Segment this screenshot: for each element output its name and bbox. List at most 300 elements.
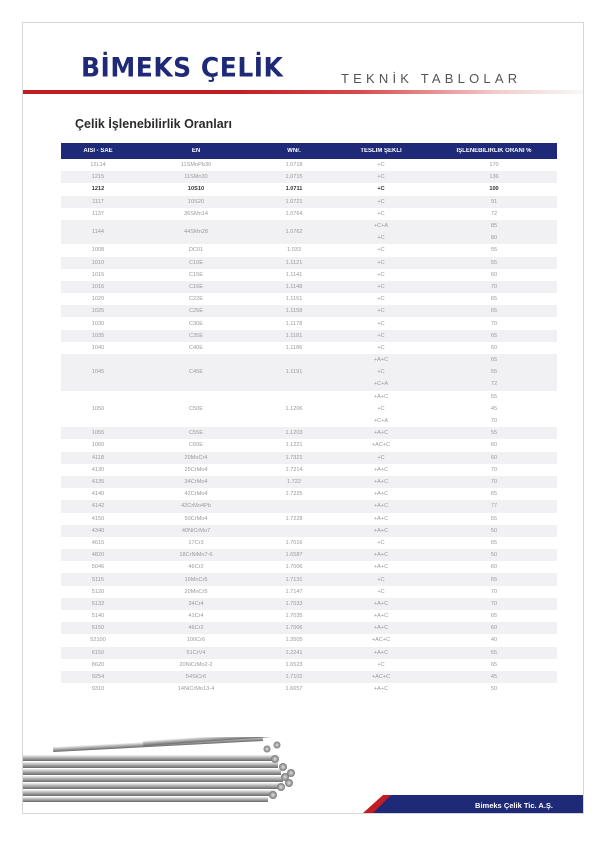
cell-oran xyxy=(431,452,557,464)
cell-teslim xyxy=(331,391,431,428)
cell-aisi: 9254 xyxy=(91,674,105,681)
cell-wnr: 1.1203 xyxy=(285,430,303,437)
teslim-value: +AC+C xyxy=(371,442,391,449)
teslim-value: +A+C xyxy=(373,515,389,522)
cell-wnr: 1.0762 xyxy=(285,229,303,236)
teslim-value: +C xyxy=(377,454,385,461)
table-row xyxy=(61,342,557,354)
cell-oran xyxy=(431,561,557,573)
oran-value: 55 xyxy=(490,649,498,656)
cell-oran xyxy=(431,476,557,488)
cell-aisi: 1055 xyxy=(91,430,105,437)
cell-oran xyxy=(431,573,557,585)
table-row xyxy=(61,573,557,585)
table-row xyxy=(61,269,557,281)
cell-en: 50CrMo4 xyxy=(184,515,208,522)
oran-value: 70 xyxy=(490,588,498,595)
cell-wnr: 1.1191 xyxy=(285,369,303,376)
cell-oran xyxy=(431,683,557,695)
table-row xyxy=(61,220,557,244)
cell-oran xyxy=(431,269,557,281)
table-header xyxy=(61,143,557,159)
table-row xyxy=(61,464,557,476)
cell-wnr: 1.7321 xyxy=(285,454,303,461)
cell-wnr: 1.7033 xyxy=(285,600,303,607)
cell-oran xyxy=(431,171,557,183)
cell-teslim xyxy=(331,330,431,342)
cell-wnr: 1.1141 xyxy=(285,271,303,278)
cell-en: 51CrV4 xyxy=(186,649,206,656)
table-row xyxy=(61,634,557,646)
oran-value: 60 xyxy=(490,271,498,278)
table-row xyxy=(61,513,557,525)
oran-value: 55 xyxy=(490,259,498,266)
teslim-value: +A+C xyxy=(373,491,389,498)
cell-aisi: 1020 xyxy=(91,296,105,303)
teslim-value: +C xyxy=(377,247,385,254)
table-row xyxy=(61,622,557,634)
teslim-value: +C+A xyxy=(373,381,389,388)
teslim-value: +C xyxy=(377,210,385,217)
oran-value: 55 xyxy=(490,369,498,376)
oran-value: 60 xyxy=(490,442,498,449)
cell-en: 14NiCrMo13-4 xyxy=(177,686,215,693)
cell-aisi: 1050 xyxy=(91,405,105,412)
brand-logo: BİMEKS ÇELİK xyxy=(81,52,284,83)
cell-oran xyxy=(431,525,557,537)
table-row xyxy=(61,671,557,683)
cell-wnr: 1.1178 xyxy=(285,320,303,327)
cell-oran xyxy=(431,354,557,391)
cell-wnr: 1.3505 xyxy=(285,637,303,644)
oran-value: 65 xyxy=(490,357,498,364)
cell-oran xyxy=(431,330,557,342)
cell-teslim xyxy=(331,622,431,634)
cell-aisi: 1117 xyxy=(92,198,104,205)
cell-aisi: 6150 xyxy=(91,649,105,656)
teslim-value: +C xyxy=(377,588,385,595)
cell-wnr: 1.0764 xyxy=(285,210,303,217)
cell-oran xyxy=(431,634,557,646)
teslim-value: +C xyxy=(377,174,385,181)
cell-wnr: 1.722 xyxy=(287,479,301,486)
cell-aisi: 4142 xyxy=(91,503,105,510)
cell-en: 42CrMo4Pb xyxy=(181,503,211,510)
cell-en: 44SMn28 xyxy=(184,229,208,236)
footer-company: Bimeks Çelik Tic. A.Ş. xyxy=(475,801,553,810)
machinability-table xyxy=(61,143,557,695)
cell-teslim xyxy=(331,208,431,220)
cell-aisi: 5132 xyxy=(91,600,105,607)
cell-en: 41Cr4 xyxy=(188,613,204,620)
oran-value: 70 xyxy=(490,600,498,607)
header-divider xyxy=(23,90,583,94)
cell-teslim xyxy=(331,293,431,305)
col-header-teslim: TESLİM ŞEKLİ xyxy=(360,148,402,154)
teslim-value: +C xyxy=(377,259,385,266)
cell-oran xyxy=(431,317,557,329)
oran-value: 60 xyxy=(490,344,498,351)
cell-oran xyxy=(431,305,557,317)
col-header-aisi: AISI - SAE xyxy=(83,148,113,154)
oran-value: 60 xyxy=(490,454,498,461)
teslim-value: +C xyxy=(377,296,385,303)
cell-oran xyxy=(431,464,557,476)
teslim-value: +A+C xyxy=(373,613,389,620)
table-row xyxy=(61,183,557,195)
footer-area xyxy=(23,737,583,813)
cell-wnr: 1.1206 xyxy=(285,405,303,412)
cell-teslim xyxy=(331,159,431,171)
cell-aisi: 1045 xyxy=(91,369,105,376)
cell-aisi: 4820 xyxy=(91,552,105,559)
teslim-value: +C+A xyxy=(373,223,389,230)
cell-aisi: 1025 xyxy=(91,308,105,315)
cell-teslim xyxy=(331,500,431,512)
cell-teslim xyxy=(331,244,431,256)
cell-en: 46Cr2 xyxy=(188,564,204,571)
teslim-value: +A+C xyxy=(373,564,389,571)
cell-teslim xyxy=(331,525,431,537)
oran-value: 80 xyxy=(490,235,498,242)
cell-teslim xyxy=(331,488,431,500)
cell-wnr: 1.1151 xyxy=(285,296,303,303)
table-row xyxy=(61,159,557,171)
cell-wnr: 1.6657 xyxy=(285,686,303,693)
table-row xyxy=(61,549,557,561)
cell-en: 40NiCrMo7 xyxy=(181,527,211,534)
teslim-value: +C xyxy=(377,369,385,376)
cell-wnr: 1.7006 xyxy=(285,625,303,632)
cell-en: 54SiCr6 xyxy=(185,674,207,681)
oran-value: 65 xyxy=(490,539,498,546)
cell-oran xyxy=(431,257,557,269)
cell-aisi: 5046 xyxy=(91,564,105,571)
teslim-value: +C+A xyxy=(373,418,389,425)
catalog-page xyxy=(22,22,584,814)
cell-wnr: 1.7006 xyxy=(285,564,303,571)
cell-oran xyxy=(431,159,557,171)
teslim-value: +A+C xyxy=(373,503,389,510)
cell-oran xyxy=(431,342,557,354)
cell-aisi: 1016 xyxy=(91,283,105,290)
oran-value: 65 xyxy=(490,308,498,315)
cell-aisi: 4150 xyxy=(91,515,105,522)
cell-teslim xyxy=(331,586,431,598)
cell-en: 16MnCr5 xyxy=(184,576,208,583)
cell-oran xyxy=(431,549,557,561)
cell-teslim xyxy=(331,610,431,622)
oran-value: 136 xyxy=(489,174,499,181)
table-row xyxy=(61,598,557,610)
cell-aisi: 5140 xyxy=(91,613,105,620)
cell-wnr: 1.7228 xyxy=(285,515,303,522)
cell-en: C45E xyxy=(189,369,203,376)
cell-aisi: 5150 xyxy=(91,625,105,632)
oran-value: 50 xyxy=(490,527,498,534)
steel-bars-image xyxy=(23,737,323,813)
cell-teslim xyxy=(331,634,431,646)
oran-value: 70 xyxy=(490,466,498,473)
teslim-value: +AC+C xyxy=(371,637,391,644)
teslim-value: +C xyxy=(377,198,385,205)
oran-value: 55 xyxy=(490,515,498,522)
oran-value: 170 xyxy=(489,162,499,169)
cell-en: C40E xyxy=(189,344,203,351)
table-row xyxy=(61,683,557,695)
teslim-value: +A+C xyxy=(373,600,389,607)
cell-en: C50E xyxy=(189,405,203,412)
teslim-value: +C xyxy=(377,271,385,278)
cell-wnr: 1.1181 xyxy=(285,332,303,339)
cell-teslim xyxy=(331,257,431,269)
cell-teslim xyxy=(331,683,431,695)
oran-value: 65 xyxy=(490,613,498,620)
cell-oran xyxy=(431,622,557,634)
cell-oran xyxy=(431,488,557,500)
cell-en: 20MnCr5 xyxy=(184,588,208,595)
oran-value: 72 xyxy=(490,210,498,217)
cell-aisi: 1144 xyxy=(91,229,105,236)
cell-en: 18CrNiMo7-6 xyxy=(179,552,213,559)
cell-teslim xyxy=(331,281,431,293)
teslim-value: +A+C xyxy=(373,393,389,400)
cell-wnr: 1.7035 xyxy=(285,613,303,620)
table-row xyxy=(61,488,557,500)
cell-teslim xyxy=(331,354,431,391)
cell-wnr: 1.7214 xyxy=(285,466,303,473)
cell-aisi: 12L14 xyxy=(90,162,106,169)
cell-teslim xyxy=(331,671,431,683)
cell-en: 36SMn14 xyxy=(184,210,208,217)
cell-wnr: 1.0711 xyxy=(285,186,303,193)
cell-wnr: 1.1158 xyxy=(285,308,303,315)
teslim-value: +C xyxy=(377,405,385,412)
oran-value: 65 xyxy=(490,332,498,339)
oran-value: 55 xyxy=(490,393,498,400)
cell-teslim xyxy=(331,439,431,451)
teslim-value: +A+C xyxy=(373,357,389,364)
cell-wnr: 1.6523 xyxy=(285,661,303,668)
cell-teslim xyxy=(331,549,431,561)
cell-aisi: 1040 xyxy=(91,344,105,351)
cell-aisi: 4135 xyxy=(91,479,105,486)
cell-teslim xyxy=(331,537,431,549)
cell-oran xyxy=(431,208,557,220)
cell-wnr xyxy=(257,500,331,512)
table-row xyxy=(61,196,557,208)
cell-en: 10S20 xyxy=(187,198,205,205)
cell-en: 46Cr2 xyxy=(188,625,204,632)
table-row xyxy=(61,330,557,342)
cell-en: 34CrMo4 xyxy=(184,479,208,486)
cell-teslim xyxy=(331,171,431,183)
cell-teslim xyxy=(331,513,431,525)
cell-oran xyxy=(431,647,557,659)
cell-wnr: 1.1148 xyxy=(285,283,303,290)
cell-aisi: 1060 xyxy=(91,442,105,449)
teslim-value: +A+C xyxy=(373,625,389,632)
table-row xyxy=(61,586,557,598)
teslim-value: +C xyxy=(377,283,385,290)
cell-aisi: 4118 xyxy=(91,454,105,461)
cell-aisi: 1030 xyxy=(91,320,105,327)
cell-oran xyxy=(431,183,557,195)
cell-oran xyxy=(431,500,557,512)
cell-aisi: 1035 xyxy=(91,332,105,339)
cell-en: DC01 xyxy=(188,247,204,254)
oran-value: 45 xyxy=(490,674,498,681)
oran-value: 65 xyxy=(490,661,498,668)
cell-en: 34Cr4 xyxy=(188,600,204,607)
cell-oran xyxy=(431,513,557,525)
oran-value: 70 xyxy=(490,418,498,425)
cell-wnr: 1.7016 xyxy=(285,539,303,546)
cell-teslim xyxy=(331,317,431,329)
cell-wnr: 1.1221 xyxy=(285,442,303,449)
cell-aisi: 5115 xyxy=(91,576,105,583)
oran-value: 45 xyxy=(490,405,498,412)
oran-value: 40 xyxy=(490,637,498,644)
cell-aisi: 8620 xyxy=(91,661,105,668)
page-subtitle: TEKNİK TABLOLAR xyxy=(341,71,522,86)
teslim-value: +A+C xyxy=(373,649,389,656)
cell-en: 25CrMo4 xyxy=(184,466,208,473)
cell-aisi: 1010 xyxy=(91,259,105,266)
cell-wnr: 1.7147 xyxy=(285,588,303,595)
cell-oran xyxy=(431,196,557,208)
table-body xyxy=(61,159,557,695)
cell-teslim xyxy=(331,464,431,476)
table-row xyxy=(61,208,557,220)
cell-wnr: 1.0715 xyxy=(285,174,303,181)
col-header-oran: İŞLENEBİLİRLİK ORANI % xyxy=(456,148,532,154)
col-header-en: EN xyxy=(191,148,201,154)
teslim-value: +AC+C xyxy=(371,674,391,681)
cell-en: C22E xyxy=(189,296,203,303)
oran-value: 85 xyxy=(490,223,498,230)
table-row xyxy=(61,244,557,256)
cell-oran xyxy=(431,610,557,622)
table-row xyxy=(61,647,557,659)
teslim-value: +A+C xyxy=(373,466,389,473)
cell-wnr: 1.1186 xyxy=(285,344,303,351)
cell-teslim xyxy=(331,573,431,585)
teslim-value: +C xyxy=(377,308,385,315)
cell-aisi: 4340 xyxy=(91,527,105,534)
cell-oran xyxy=(431,598,557,610)
teslim-value: +C xyxy=(377,162,385,169)
cell-teslim xyxy=(331,476,431,488)
teslim-value: +C xyxy=(377,235,385,242)
cell-oran xyxy=(431,586,557,598)
teslim-value: +A+C xyxy=(373,686,389,693)
oran-value: 60 xyxy=(490,625,498,632)
teslim-value: +C xyxy=(377,539,385,546)
oran-value: 70 xyxy=(490,320,498,327)
cell-teslim xyxy=(331,183,431,195)
oran-value: 100 xyxy=(489,186,499,193)
cell-en: C30E xyxy=(189,320,203,327)
cell-teslim xyxy=(331,196,431,208)
cell-teslim xyxy=(331,427,431,439)
teslim-value: +C xyxy=(377,320,385,327)
teslim-value: +A+C xyxy=(373,552,389,559)
cell-en: C15E xyxy=(189,271,203,278)
cell-teslim xyxy=(331,659,431,671)
teslim-value: +C xyxy=(377,344,385,351)
teslim-value: +A+C xyxy=(373,527,389,534)
table-row xyxy=(61,427,557,439)
oran-value: 65 xyxy=(490,576,498,583)
oran-value: 65 xyxy=(490,491,498,498)
cell-aisi: 9310 xyxy=(91,686,105,693)
table-row xyxy=(61,305,557,317)
cell-en: 10S10 xyxy=(187,186,205,193)
cell-en: 11SMn30 xyxy=(184,174,208,181)
oran-value: 91 xyxy=(490,198,498,205)
teslim-value: +C xyxy=(377,661,385,668)
cell-en: C35E xyxy=(189,332,203,339)
cell-teslim xyxy=(331,342,431,354)
oran-value: 70 xyxy=(490,479,498,486)
cell-en: C55E xyxy=(189,430,203,437)
cell-teslim xyxy=(331,452,431,464)
cell-wnr: 1.2241 xyxy=(285,649,303,656)
teslim-value: +A+C xyxy=(373,430,389,437)
cell-aisi: 52100 xyxy=(90,637,106,644)
teslim-value: +A+C xyxy=(373,479,389,486)
oran-value: 55 xyxy=(490,430,498,437)
col-header-wnr: WNr. xyxy=(287,148,301,154)
table-row xyxy=(61,500,557,512)
cell-aisi: 4130 xyxy=(91,466,105,473)
table-row xyxy=(61,171,557,183)
cell-oran xyxy=(431,244,557,256)
cell-wnr: 1.7102 xyxy=(285,674,303,681)
table-row xyxy=(61,293,557,305)
cell-en: C16E xyxy=(189,283,203,290)
cell-wnr: 1.0718 xyxy=(285,162,303,169)
cell-oran xyxy=(431,427,557,439)
cell-en: C60E xyxy=(189,442,203,449)
cell-aisi: 1008 xyxy=(91,247,105,254)
cell-wnr: 1.6587 xyxy=(285,552,303,559)
cell-oran xyxy=(431,671,557,683)
teslim-value: +C xyxy=(377,576,385,583)
cell-teslim xyxy=(331,598,431,610)
oran-value: 60 xyxy=(490,564,498,571)
cell-teslim xyxy=(331,561,431,573)
section-title: Çelik İşlenebilirlik Oranları xyxy=(75,117,233,131)
table-row xyxy=(61,354,557,391)
cell-en: C25E xyxy=(189,308,203,315)
cell-teslim xyxy=(331,305,431,317)
cell-en: 11SMnPb30 xyxy=(180,162,212,169)
cell-en: 17Cr3 xyxy=(188,539,204,546)
cell-teslim xyxy=(331,220,431,244)
cell-aisi: 1137 xyxy=(91,210,105,217)
cell-aisi: 1215 xyxy=(91,174,105,181)
table-row xyxy=(61,659,557,671)
cell-wnr xyxy=(257,525,331,537)
oran-value: 70 xyxy=(490,283,498,290)
oran-value: 65 xyxy=(490,296,498,303)
cell-oran xyxy=(431,281,557,293)
cell-oran xyxy=(431,220,557,244)
teslim-value: +C xyxy=(377,332,385,339)
cell-oran xyxy=(431,391,557,428)
